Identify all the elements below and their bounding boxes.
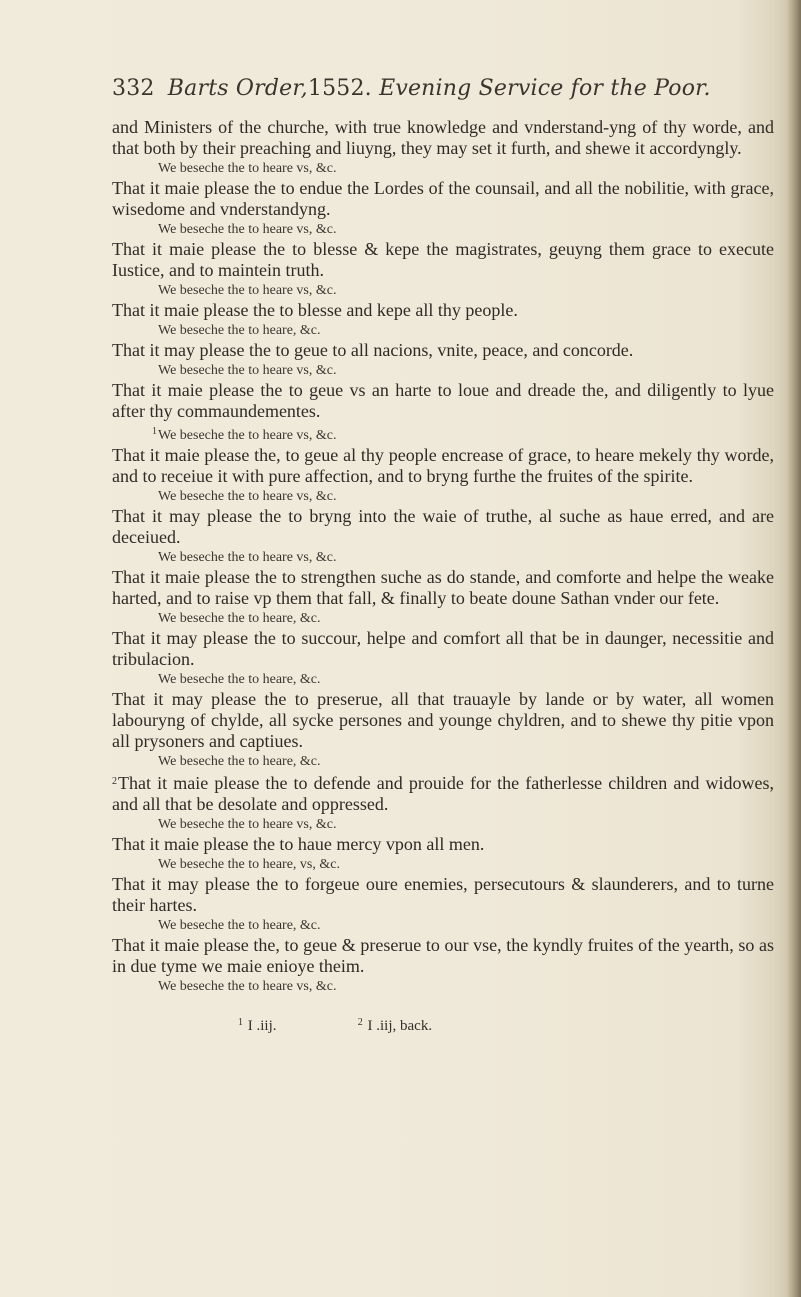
response-line: We beseche the to heare vs, &c. xyxy=(158,817,337,832)
footnote xyxy=(358,1017,432,1035)
petition-text: That it maie please the to blesse & kepe the magistrates, geuyng them grace to execute Iustice, and to maintein truth. xyxy=(112,239,774,280)
header-year: 1552. xyxy=(307,76,372,101)
response-line xyxy=(112,422,774,445)
petition-text: That it may please the to preserue, all that trauayle by lande or by water, all women labouryng of chylde, all sycke persones and younge chyldren, and to shewe thy pitie vpon all prysoners and captiues. xyxy=(112,689,774,751)
header-section: Evening Service for the Poor. xyxy=(379,76,711,101)
body-text xyxy=(112,117,774,996)
petition-text: That it maie please the to endue the Lordes of the counsail, and all the nobilitie, with grace, wisedome and vnderstandyng. xyxy=(112,178,774,219)
header-title-prefix: Barts Order, xyxy=(167,76,308,101)
response-line: We beseche the to heare, &c. xyxy=(158,672,321,687)
response-line: We beseche the to heare vs, &c. xyxy=(158,363,337,378)
response-line: We beseche the to heare vs, &c. xyxy=(158,222,337,237)
footnote-mark: 2 xyxy=(112,776,117,787)
page-number: 332 xyxy=(112,76,155,101)
petition-text: That it maie please the to blesse and kepe all thy people. xyxy=(112,300,518,320)
response-line: We beseche the to heare vs, &c. xyxy=(158,979,337,994)
footnote-mark: 1 xyxy=(152,426,157,437)
petition-text: That it maie please the to strengthen suche as do stande, and comforte and helpe the weake harted, and to raise vp them that fall, & finally to beate doune Sathan vnder our fete. xyxy=(112,567,774,608)
footnotes xyxy=(238,1017,638,1035)
response-line: We beseche the to heare, &c. xyxy=(158,754,321,769)
footnote-mark: 2 xyxy=(357,1017,363,1028)
petition-text: That it may please the to geue to all nacions, vnite, peace, and concorde. xyxy=(112,340,634,360)
petition-text: That it maie please the, to geue & preserue to our vse, the kyndly fruites of the yearth, so as in due tyme we maie enioye theim. xyxy=(112,935,774,976)
petition-text: That it maie please the to haue mercy vpon all men. xyxy=(112,834,485,854)
footnote-mark: 1 xyxy=(238,1017,243,1028)
response-text: We beseche the to heare vs, &c. xyxy=(158,428,337,443)
footnote xyxy=(238,1017,354,1035)
response-line: We beseche the to heare vs, &c. xyxy=(158,283,337,298)
response-line: We beseche the to heare, &c. xyxy=(158,611,321,626)
response-line: We beseche the to heare vs, &c. xyxy=(158,161,337,176)
petition-text: That it may please the to succour, helpe and comfort all that be in daunger, necessitie and tribulacion. xyxy=(112,628,774,669)
footnote-text: I .iij. xyxy=(247,1018,277,1034)
response-line: We beseche the to heare vs, &c. xyxy=(158,550,337,565)
response-line: We beseche the to heare, &c. xyxy=(158,323,321,338)
page-edge-shadow xyxy=(787,0,801,1297)
footnote-text: I .iij, back. xyxy=(367,1018,433,1034)
petition-text: That it maie please the to geue vs an harte to loue and dreade the, and diligently to lyue after thy commaundementes. xyxy=(112,380,774,421)
petition-text xyxy=(112,771,774,815)
running-header xyxy=(112,76,772,101)
response-line: We beseche the to heare, &c. xyxy=(158,918,321,933)
petition-text: That it maie please the, to geue al thy people encrease of grace, to heare mekely thy worde, and to receiue it with pure affection, and to bryng furthe the fruites of the spirite. xyxy=(112,445,774,486)
response-line: We beseche the to heare vs, &c. xyxy=(158,489,337,504)
petition-text: That it may please the to forgeue oure enemies, persecutours & slaunderers, and to turne their hartes. xyxy=(112,874,774,915)
opening-lines: and Ministers of the churche, with true knowledge and vnderstand-yng of thy worde, and that both by their preaching and liuyng, they may set it furth, and shewe it accordyngly. xyxy=(112,117,774,158)
petition-text: That it may please the to bryng into the waie of truthe, al suche as haue erred, and are deceiued. xyxy=(112,506,774,547)
response-line: We beseche the to heare, vs, &c. xyxy=(158,857,340,872)
petition-text-body: That it maie please the to defende and prouide for the fatherlesse children and widowes, and all that be desolate and oppressed. xyxy=(112,773,774,814)
